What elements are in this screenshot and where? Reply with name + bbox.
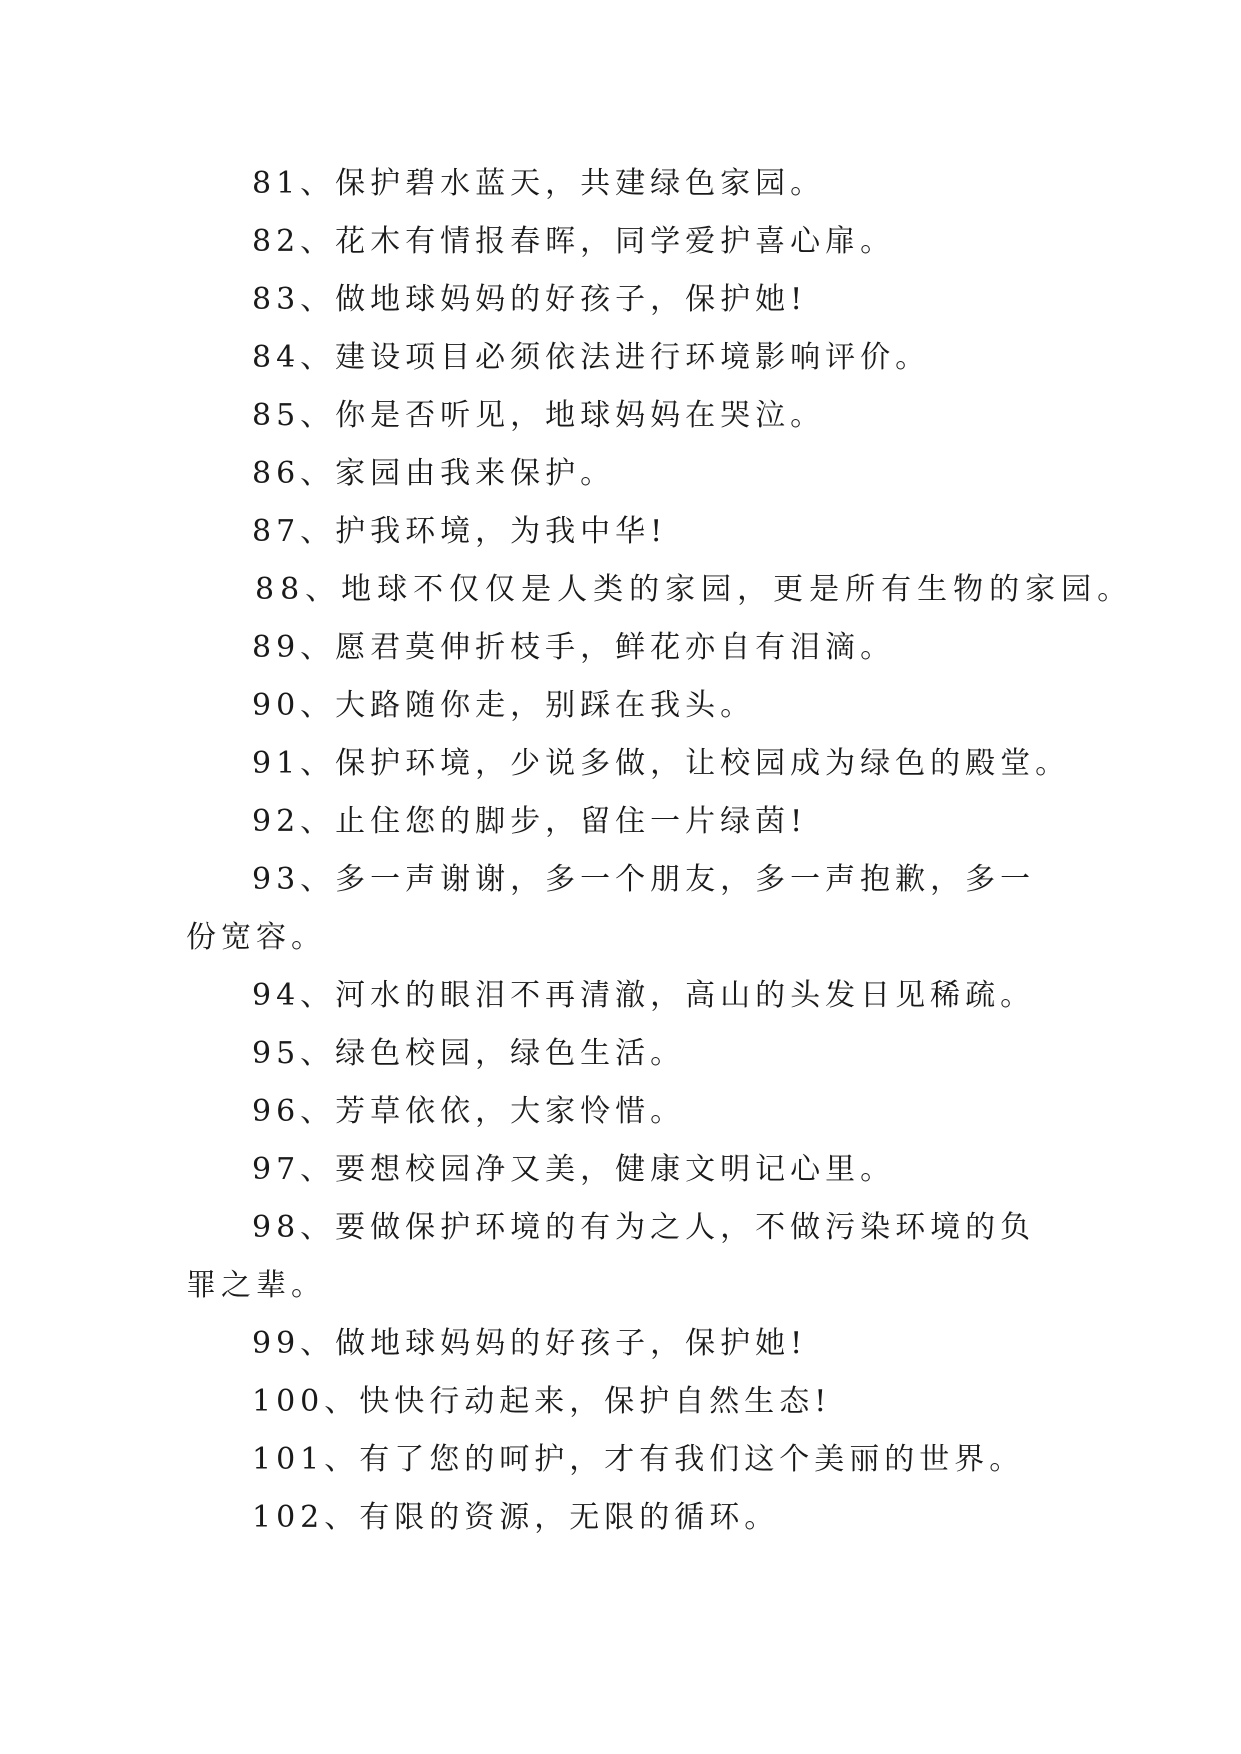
slogan-101: 101、有了您的呵护，才有我们这个美丽的世界。: [252, 1442, 1025, 1477]
slogan-97: 97、要想校园净又美，健康文明记心里。: [252, 1152, 896, 1187]
slogan-90: 90、大路随你走，别踩在我头。: [252, 688, 756, 723]
slogan-88: 88、地球不仅仅是人类的家园，更是所有生物的家园。: [255, 572, 1134, 607]
slogan-list: [186, 155, 1134, 1547]
slogan-82: 82、花木有情报春晖，同学爱护喜心扉。: [252, 224, 896, 259]
slogan-100: 100、快快行动起来，保护自然生态!: [252, 1384, 832, 1419]
slogan-95: 95、绿色校园，绿色生活。: [252, 1036, 686, 1071]
slogan-92: 92、止住您的脚步，留住一片绿茵!: [252, 804, 808, 839]
slogan-86: 86、家园由我来保护。: [252, 456, 616, 491]
slogan-81: 81、保护碧水蓝天，共建绿色家园。: [252, 166, 826, 201]
slogan-84: 84、建设项目必须依法进行环境影响评价。: [252, 340, 931, 375]
slogan-93: 93、多一声谢谢，多一个朋友，多一声抱歉，多一份宽容。: [186, 862, 1036, 955]
slogan-89: 89、愿君莫伸折枝手，鲜花亦自有泪滴。: [252, 630, 896, 665]
slogan-98: 98、要做保护环境的有为之人，不做污染环境的负罪之辈。: [186, 1210, 1036, 1303]
slogan-94: 94、河水的眼泪不再清澈，高山的头发日见稀疏。: [252, 978, 1036, 1013]
slogan-91: 91、保护环境，少说多做，让校园成为绿色的殿堂。: [252, 746, 1071, 781]
slogan-102: 102、有限的资源，无限的循环。: [252, 1500, 780, 1535]
slogan-83: 83、做地球妈妈的好孩子，保护她!: [252, 282, 808, 317]
slogan-99: 99、做地球妈妈的好孩子，保护她!: [252, 1326, 808, 1361]
slogan-87: 87、护我环境，为我中华!: [252, 514, 668, 549]
slogan-85: 85、你是否听见，地球妈妈在哭泣。: [252, 398, 826, 433]
slogan-96: 96、芳草依依，大家怜惜。: [252, 1094, 686, 1129]
